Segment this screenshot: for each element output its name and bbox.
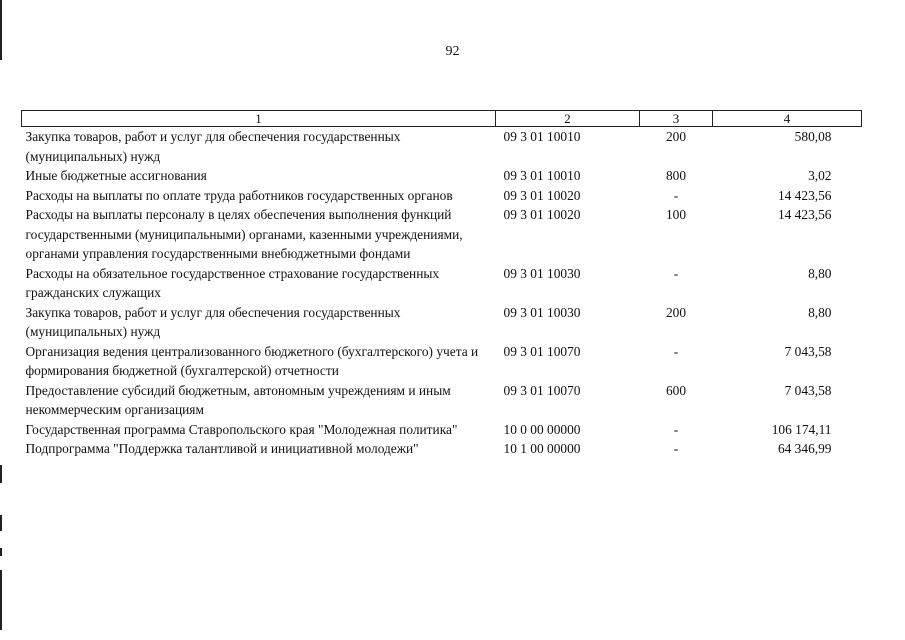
row-code: 09 3 01 10030 [503,304,581,320]
row-sum: 3,02 [808,168,832,183]
row-name: Расходы на обязательное государственное страхование государственных гражданских служащих [25,265,440,300]
row-type: 100 [665,207,687,222]
row-type: - [673,421,679,437]
row-sum: 8,80 [808,265,832,281]
row-type: - [673,187,679,203]
row-name: Подпрограмма "Поддержка талантливой и инициативной молодежи" [25,441,419,456]
row-name: Закупка товаров, работ и услуг для обеспечения государственных (муниципальных) нужд [25,129,401,164]
row-sum: 14 423,56 [777,187,832,203]
table-row [22,205,862,264]
scan-edge-marks [0,0,2,640]
table-row [22,127,862,167]
column-header-3: 3 [640,111,713,127]
table-row [22,303,862,342]
row-code: 09 3 01 10030 [503,265,581,281]
row-type: - [673,343,679,359]
row-sum: 8,80 [808,304,832,320]
row-name: Иные бюджетные ассигнования [25,168,207,183]
row-name: Предоставление субсидий бюджетным, автономным учреждениям и иным некоммерческим организациям [25,382,451,417]
row-type: 600 [665,382,687,398]
row-name: Закупка товаров, работ и услуг для обеспечения государственных (муниципальных) нужд [25,304,401,339]
row-code: 09 3 01 10070 [503,343,581,359]
row-code: 09 3 01 10020 [503,187,581,203]
row-code: 09 3 01 10010 [503,129,581,144]
row-name: Организация ведения централизованного бюджетного (бухгалтерского) учета и формирования бюджетной (бухгалтерской) отчетности [25,343,479,378]
table-row [22,420,862,440]
column-header-1: 1 [22,111,496,127]
row-name: Государственная программа Ставропольского края "Молодежная политика" [25,421,458,437]
row-code: 10 1 00 00000 [503,441,581,456]
table-row [22,166,862,186]
row-code: 09 3 01 10070 [503,382,581,398]
page-number: 92 [445,44,460,59]
row-sum: 7 043,58 [784,343,832,359]
row-code: 09 3 01 10010 [503,168,581,183]
row-name: Расходы на выплаты по оплате труда работников государственных органов [25,187,453,203]
column-header-4: 4 [713,111,862,127]
row-type: - [673,265,679,281]
table-header-row [22,111,862,127]
row-sum: 580,08 [794,129,832,144]
budget-table [21,110,862,459]
table-row [22,264,862,303]
row-type: 200 [665,304,687,320]
row-sum: 14 423,56 [777,207,832,222]
row-name: Расходы на выплаты персоналу в целях обеспечения выполнения функций государственными (муниципальными) органами, казенными учреждениями, органами управления государственными внебюджетными фондами [25,207,463,261]
row-type: - [673,441,679,456]
table-row [22,186,862,206]
row-sum: 64 346,99 [777,441,832,456]
table-row [22,342,862,381]
row-type: 800 [665,168,687,183]
row-sum: 7 043,58 [784,382,832,398]
table-row [22,381,862,420]
table-row [22,439,862,459]
row-code: 09 3 01 10020 [503,207,581,222]
row-type: 200 [665,129,687,144]
row-sum: 106 174,11 [771,421,832,437]
row-code: 10 0 00 00000 [503,421,581,437]
column-header-2: 2 [496,111,640,127]
